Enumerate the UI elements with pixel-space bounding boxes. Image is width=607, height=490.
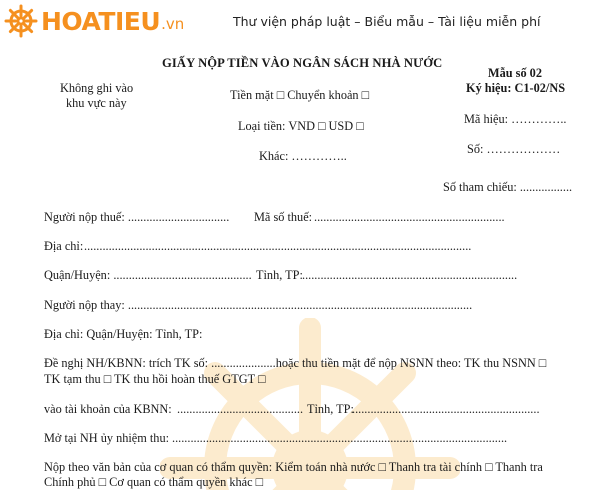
- ship-wheel-icon: [4, 4, 38, 38]
- province-label: Tỉnh, TP:: [256, 268, 303, 282]
- address-dots: ..............................................................................................................................: [84, 239, 472, 253]
- bank-open-dots: .............................................................................................................: [172, 431, 508, 445]
- brand-name: HOATIEU: [41, 6, 161, 36]
- kbnn-account-label: vào tài khoản của KBNN:: [44, 402, 172, 416]
- province-dots: ......................................................................: [302, 268, 518, 282]
- form-number: Mẫu số 02: [488, 66, 542, 80]
- taxpayer-field: Người nộp thuế: .................................: [44, 210, 230, 224]
- currency-field: Loại tiền: VND □ USD □: [238, 119, 364, 133]
- form-symbol: Ký hiệu: C1-02/NS: [466, 81, 566, 95]
- form-title: GIẤY NỘP TIỀN VÀO NGÂN SÁCH NHÀ NƯỚC: [162, 56, 443, 70]
- kbnn-province-label: Tỉnh, TP:: [307, 402, 354, 416]
- reference-number-field: Số tham chiếu: .................: [443, 180, 573, 194]
- request-line-1: Đề nghị NH/KBNN: trích TK số: .....................hoặc thu tiền mặt để nộp NSNN theo: TK thu NSNN □: [44, 356, 547, 370]
- site-tagline: Thư viện pháp luật – Biểu mẫu – Tài liệu miễn phí: [233, 14, 541, 29]
- number-field: Số: ………………: [467, 142, 561, 156]
- tax-code-label: Mã số thuế:: [254, 210, 313, 224]
- kbnn-account-dots: .........................................: [177, 402, 304, 416]
- tax-code-dots: ..............................................................: [314, 210, 505, 224]
- no-write-note-line-2: khu vực này: [66, 96, 127, 110]
- brand-suffix: .vn: [161, 15, 185, 33]
- kbnn-province-dots: .............................................................: [352, 402, 540, 416]
- proxy-address-field: Địa chỉ: Quận/Huyện: Tỉnh, TP:: [44, 327, 203, 341]
- district-field: Quận/Huyện: .............................................: [44, 268, 252, 282]
- bank-open-label: Mở tại NH ủy nhiệm thu:: [44, 431, 170, 445]
- code-field: Mã hiệu: …………..: [464, 112, 567, 126]
- request-line-2: TK tạm thu □ TK thu hồi hoàn thuế GTGT □: [44, 372, 266, 386]
- no-write-note-line-1: Không ghi vào: [60, 81, 134, 95]
- address-label: Địa chỉ:: [44, 239, 84, 253]
- other-currency-field: Khác: …………..: [259, 149, 347, 163]
- proxy-payer-field: Người nộp thay: ................................................................................................................: [44, 298, 473, 312]
- basis-line-2: Chính phủ □ Cơ quan có thẩm quyền khác □: [44, 475, 264, 489]
- brand-logo: [4, 2, 184, 40]
- payment-method-field: Tiền mặt □ Chuyển khoản □: [230, 88, 370, 102]
- basis-line-1: Nộp theo văn bản của cơ quan có thẩm quyền: Kiểm toán nhà nước □ Thanh tra tài chính □ Thanh tra: [44, 460, 543, 474]
